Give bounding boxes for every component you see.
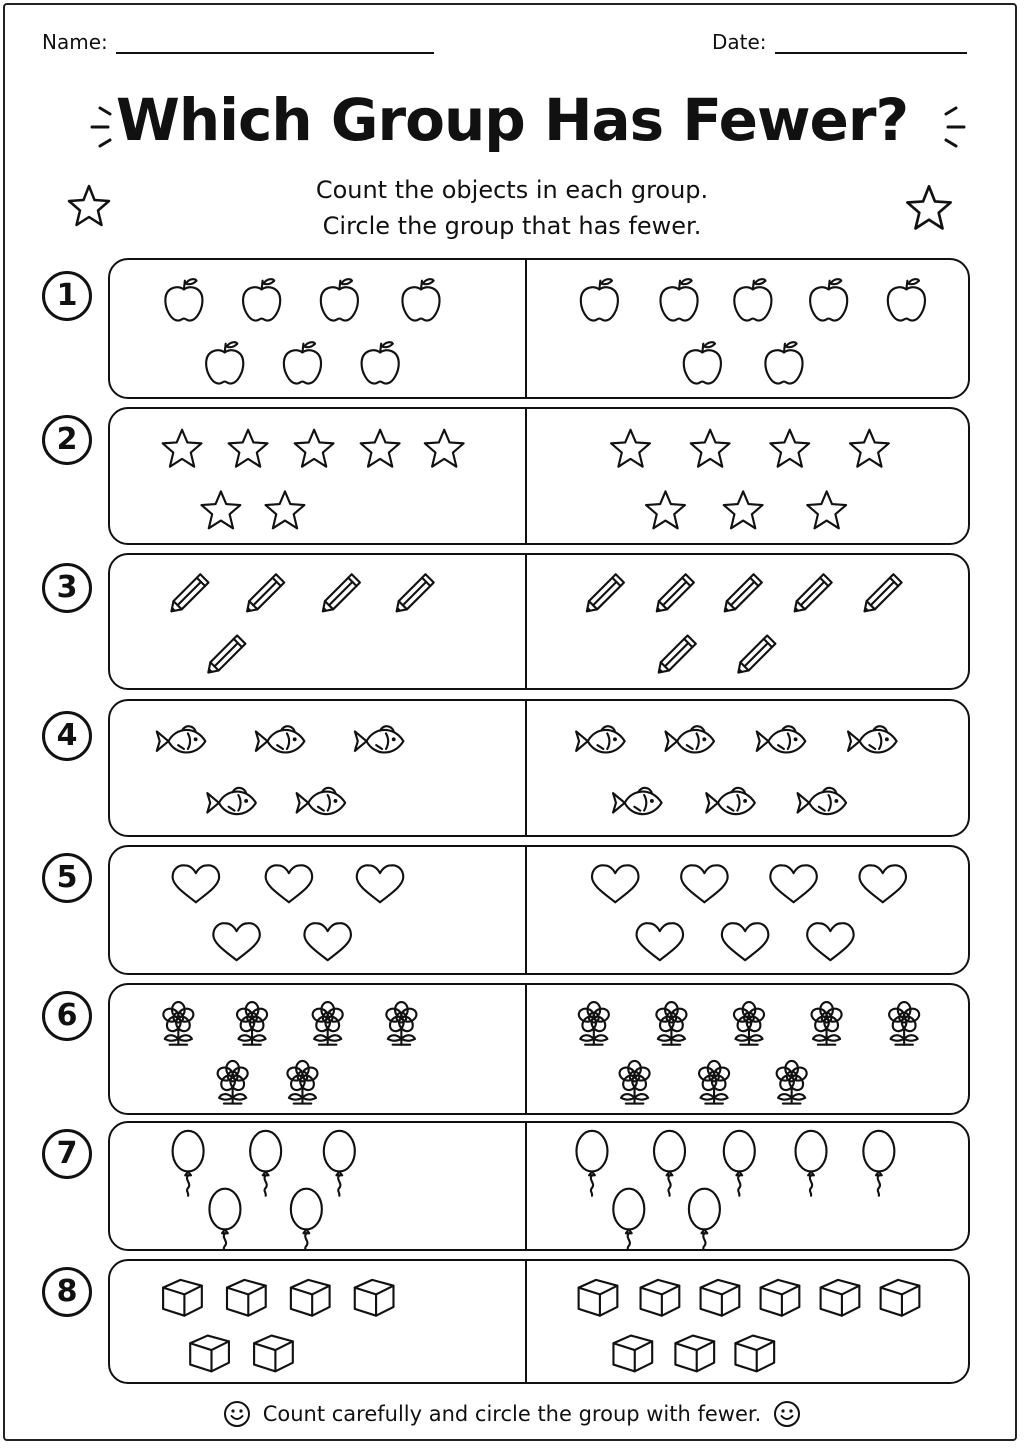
heart-icon <box>173 865 220 902</box>
balloon-icon <box>724 1131 755 1196</box>
pencil-icon <box>734 635 775 676</box>
flower-icon <box>162 1002 195 1045</box>
heart-icon <box>213 923 260 960</box>
apple-icon <box>321 279 358 320</box>
star-icon <box>691 430 730 467</box>
date-line[interactable] <box>775 32 967 54</box>
group-right-icons <box>527 260 970 397</box>
apple-icon <box>243 279 280 320</box>
name-label: Name: <box>42 30 108 54</box>
apple-icon <box>165 279 202 320</box>
flower-icon <box>887 1002 920 1045</box>
cube-icon <box>701 1280 740 1316</box>
heart-icon <box>859 865 906 902</box>
smiley-left-icon <box>223 1400 251 1428</box>
flower-icon <box>577 1002 610 1045</box>
cube-icon <box>881 1280 920 1316</box>
group-left-icons <box>110 1123 525 1249</box>
fish-icon <box>665 726 714 752</box>
group-left[interactable] <box>110 1123 525 1249</box>
fish-icon <box>798 788 847 814</box>
row-box-4 <box>108 699 970 837</box>
pencil-icon <box>860 574 901 615</box>
group-right[interactable] <box>527 701 970 835</box>
name-line[interactable] <box>116 32 434 54</box>
pencil-icon <box>393 574 434 615</box>
apple-icon <box>660 279 697 320</box>
cube-icon <box>675 1336 714 1372</box>
apple-icon <box>581 279 618 320</box>
row-number-8: 8 <box>42 1267 92 1317</box>
pencil-icon <box>204 635 245 676</box>
fish-icon <box>297 788 346 814</box>
row-number-1: 1 <box>42 271 92 321</box>
star-icon <box>163 430 202 467</box>
apple-icon <box>888 279 925 320</box>
group-right-icons <box>527 701 970 835</box>
cube-icon <box>227 1280 266 1316</box>
group-left[interactable] <box>110 260 525 397</box>
group-right[interactable] <box>527 409 970 543</box>
group-right[interactable] <box>527 847 970 973</box>
apple-icon <box>362 342 399 383</box>
cube-icon <box>613 1336 652 1372</box>
balloon-icon <box>209 1189 240 1249</box>
fish-icon <box>157 726 206 752</box>
cube-icon <box>190 1336 229 1372</box>
cube-icon <box>579 1280 618 1316</box>
date-label: Date: <box>712 30 767 54</box>
group-right[interactable] <box>527 1123 970 1249</box>
apple-icon <box>734 279 771 320</box>
star-icon <box>807 491 846 528</box>
star-icon <box>229 430 268 467</box>
star-icon <box>611 430 650 467</box>
row-number-7: 7 <box>42 1129 92 1179</box>
group-left[interactable] <box>110 1261 525 1382</box>
pencil-icon <box>655 635 696 676</box>
cube-icon <box>163 1280 202 1316</box>
star-icon <box>770 430 809 467</box>
star-icon <box>201 491 240 528</box>
group-left-icons <box>110 701 525 835</box>
row-number-2: 2 <box>42 415 92 465</box>
group-left-icons <box>110 555 525 688</box>
row-box-8 <box>108 1259 970 1384</box>
star-icon <box>295 430 334 467</box>
group-right[interactable] <box>527 555 970 688</box>
page-title: Which Group Has Fewer? <box>115 86 909 154</box>
pencil-icon <box>721 574 762 615</box>
instruction-line-1: Count the objects in each group. <box>315 176 709 204</box>
footer-text: Count carefully and circle the group with fewer. <box>262 1402 762 1426</box>
apple-icon <box>284 342 321 383</box>
date-row <box>712 30 967 54</box>
heart-icon <box>357 865 404 902</box>
fish-icon <box>706 788 755 814</box>
heart-icon <box>637 923 684 960</box>
star-icon <box>425 430 464 467</box>
cube-icon <box>761 1280 800 1316</box>
pencil-icon <box>583 574 624 615</box>
fish-icon <box>757 726 806 752</box>
flower-icon <box>385 1002 418 1045</box>
row-box-5 <box>108 845 970 975</box>
apple-icon <box>402 279 439 320</box>
cube-icon <box>254 1336 293 1372</box>
group-right-icons <box>527 847 970 973</box>
pencil-icon <box>653 574 694 615</box>
star-icon <box>724 491 763 528</box>
heart-icon <box>807 923 854 960</box>
row-box-1 <box>108 258 970 399</box>
star-icon <box>361 430 400 467</box>
cube-icon <box>821 1280 860 1316</box>
balloon-icon <box>863 1131 894 1196</box>
group-right-icons <box>527 555 970 688</box>
cube-icon <box>355 1280 394 1316</box>
heart-icon <box>304 923 351 960</box>
row-box-7 <box>108 1121 970 1251</box>
flower-icon <box>216 1061 249 1104</box>
group-left[interactable] <box>110 409 525 543</box>
flower-icon <box>235 1002 268 1045</box>
row-box-6 <box>108 983 970 1115</box>
flower-icon <box>697 1061 730 1104</box>
heart-icon <box>592 865 639 902</box>
group-left[interactable] <box>110 847 525 973</box>
group-right[interactable] <box>527 260 970 397</box>
group-right-icons <box>527 1261 970 1382</box>
row-box-3 <box>108 553 970 690</box>
flower-icon <box>311 1002 344 1045</box>
star-icon <box>850 430 889 467</box>
heart-icon <box>770 865 817 902</box>
group-left-icons <box>110 409 525 543</box>
footer <box>0 1400 1024 1428</box>
balloon-icon <box>796 1131 827 1196</box>
group-right-icons <box>527 409 970 543</box>
group-left-icons <box>110 847 525 973</box>
pencil-icon <box>791 574 832 615</box>
name-row <box>42 30 434 54</box>
balloon-icon <box>324 1131 355 1196</box>
star-icon <box>646 491 685 528</box>
cube-icon <box>735 1336 774 1372</box>
group-right[interactable] <box>527 1261 970 1382</box>
apple-icon <box>206 342 243 383</box>
flower-icon <box>618 1061 651 1104</box>
pencil-icon <box>167 574 208 615</box>
pencil-icon <box>243 574 284 615</box>
apple-icon <box>684 342 721 383</box>
row-number-5: 5 <box>42 853 92 903</box>
apple-icon <box>765 342 802 383</box>
cube-icon <box>641 1280 680 1316</box>
group-left-icons <box>110 1261 525 1382</box>
group-left-icons <box>110 985 525 1113</box>
instruction-line-2: Circle the group that has fewer. <box>322 212 702 240</box>
fish-icon <box>848 726 897 752</box>
balloon-icon <box>613 1189 644 1249</box>
fish-icon <box>613 788 662 814</box>
fish-icon <box>207 788 256 814</box>
flower-icon <box>810 1002 843 1045</box>
fish-icon <box>576 726 625 752</box>
pencil-icon <box>319 574 360 615</box>
flower-icon <box>655 1002 688 1045</box>
flower-icon <box>732 1002 765 1045</box>
balloon-icon <box>173 1131 204 1196</box>
row-box-2 <box>108 407 970 545</box>
group-right-icons <box>527 985 970 1113</box>
cube-icon <box>291 1280 330 1316</box>
group-right-icons <box>527 1123 970 1249</box>
group-left[interactable] <box>110 985 525 1113</box>
balloon-icon <box>654 1131 685 1196</box>
flower-icon <box>775 1061 808 1104</box>
group-left[interactable] <box>110 555 525 688</box>
balloon-icon <box>576 1131 607 1196</box>
apple-icon <box>810 279 847 320</box>
heart-icon <box>681 865 728 902</box>
group-left[interactable] <box>110 701 525 835</box>
heart-icon <box>722 923 769 960</box>
group-left-icons <box>110 260 525 397</box>
heart-icon <box>266 865 313 902</box>
flower-icon <box>286 1061 319 1104</box>
star-icon <box>266 491 305 528</box>
row-number-3: 3 <box>42 563 92 613</box>
balloon-icon <box>291 1189 322 1249</box>
balloon-icon <box>250 1131 281 1196</box>
smiley-right-icon <box>773 1400 801 1428</box>
fish-icon <box>256 726 305 752</box>
balloon-icon <box>689 1189 720 1249</box>
row-number-4: 4 <box>42 711 92 761</box>
row-number-6: 6 <box>42 991 92 1041</box>
group-right[interactable] <box>527 985 970 1113</box>
fish-icon <box>355 726 404 752</box>
